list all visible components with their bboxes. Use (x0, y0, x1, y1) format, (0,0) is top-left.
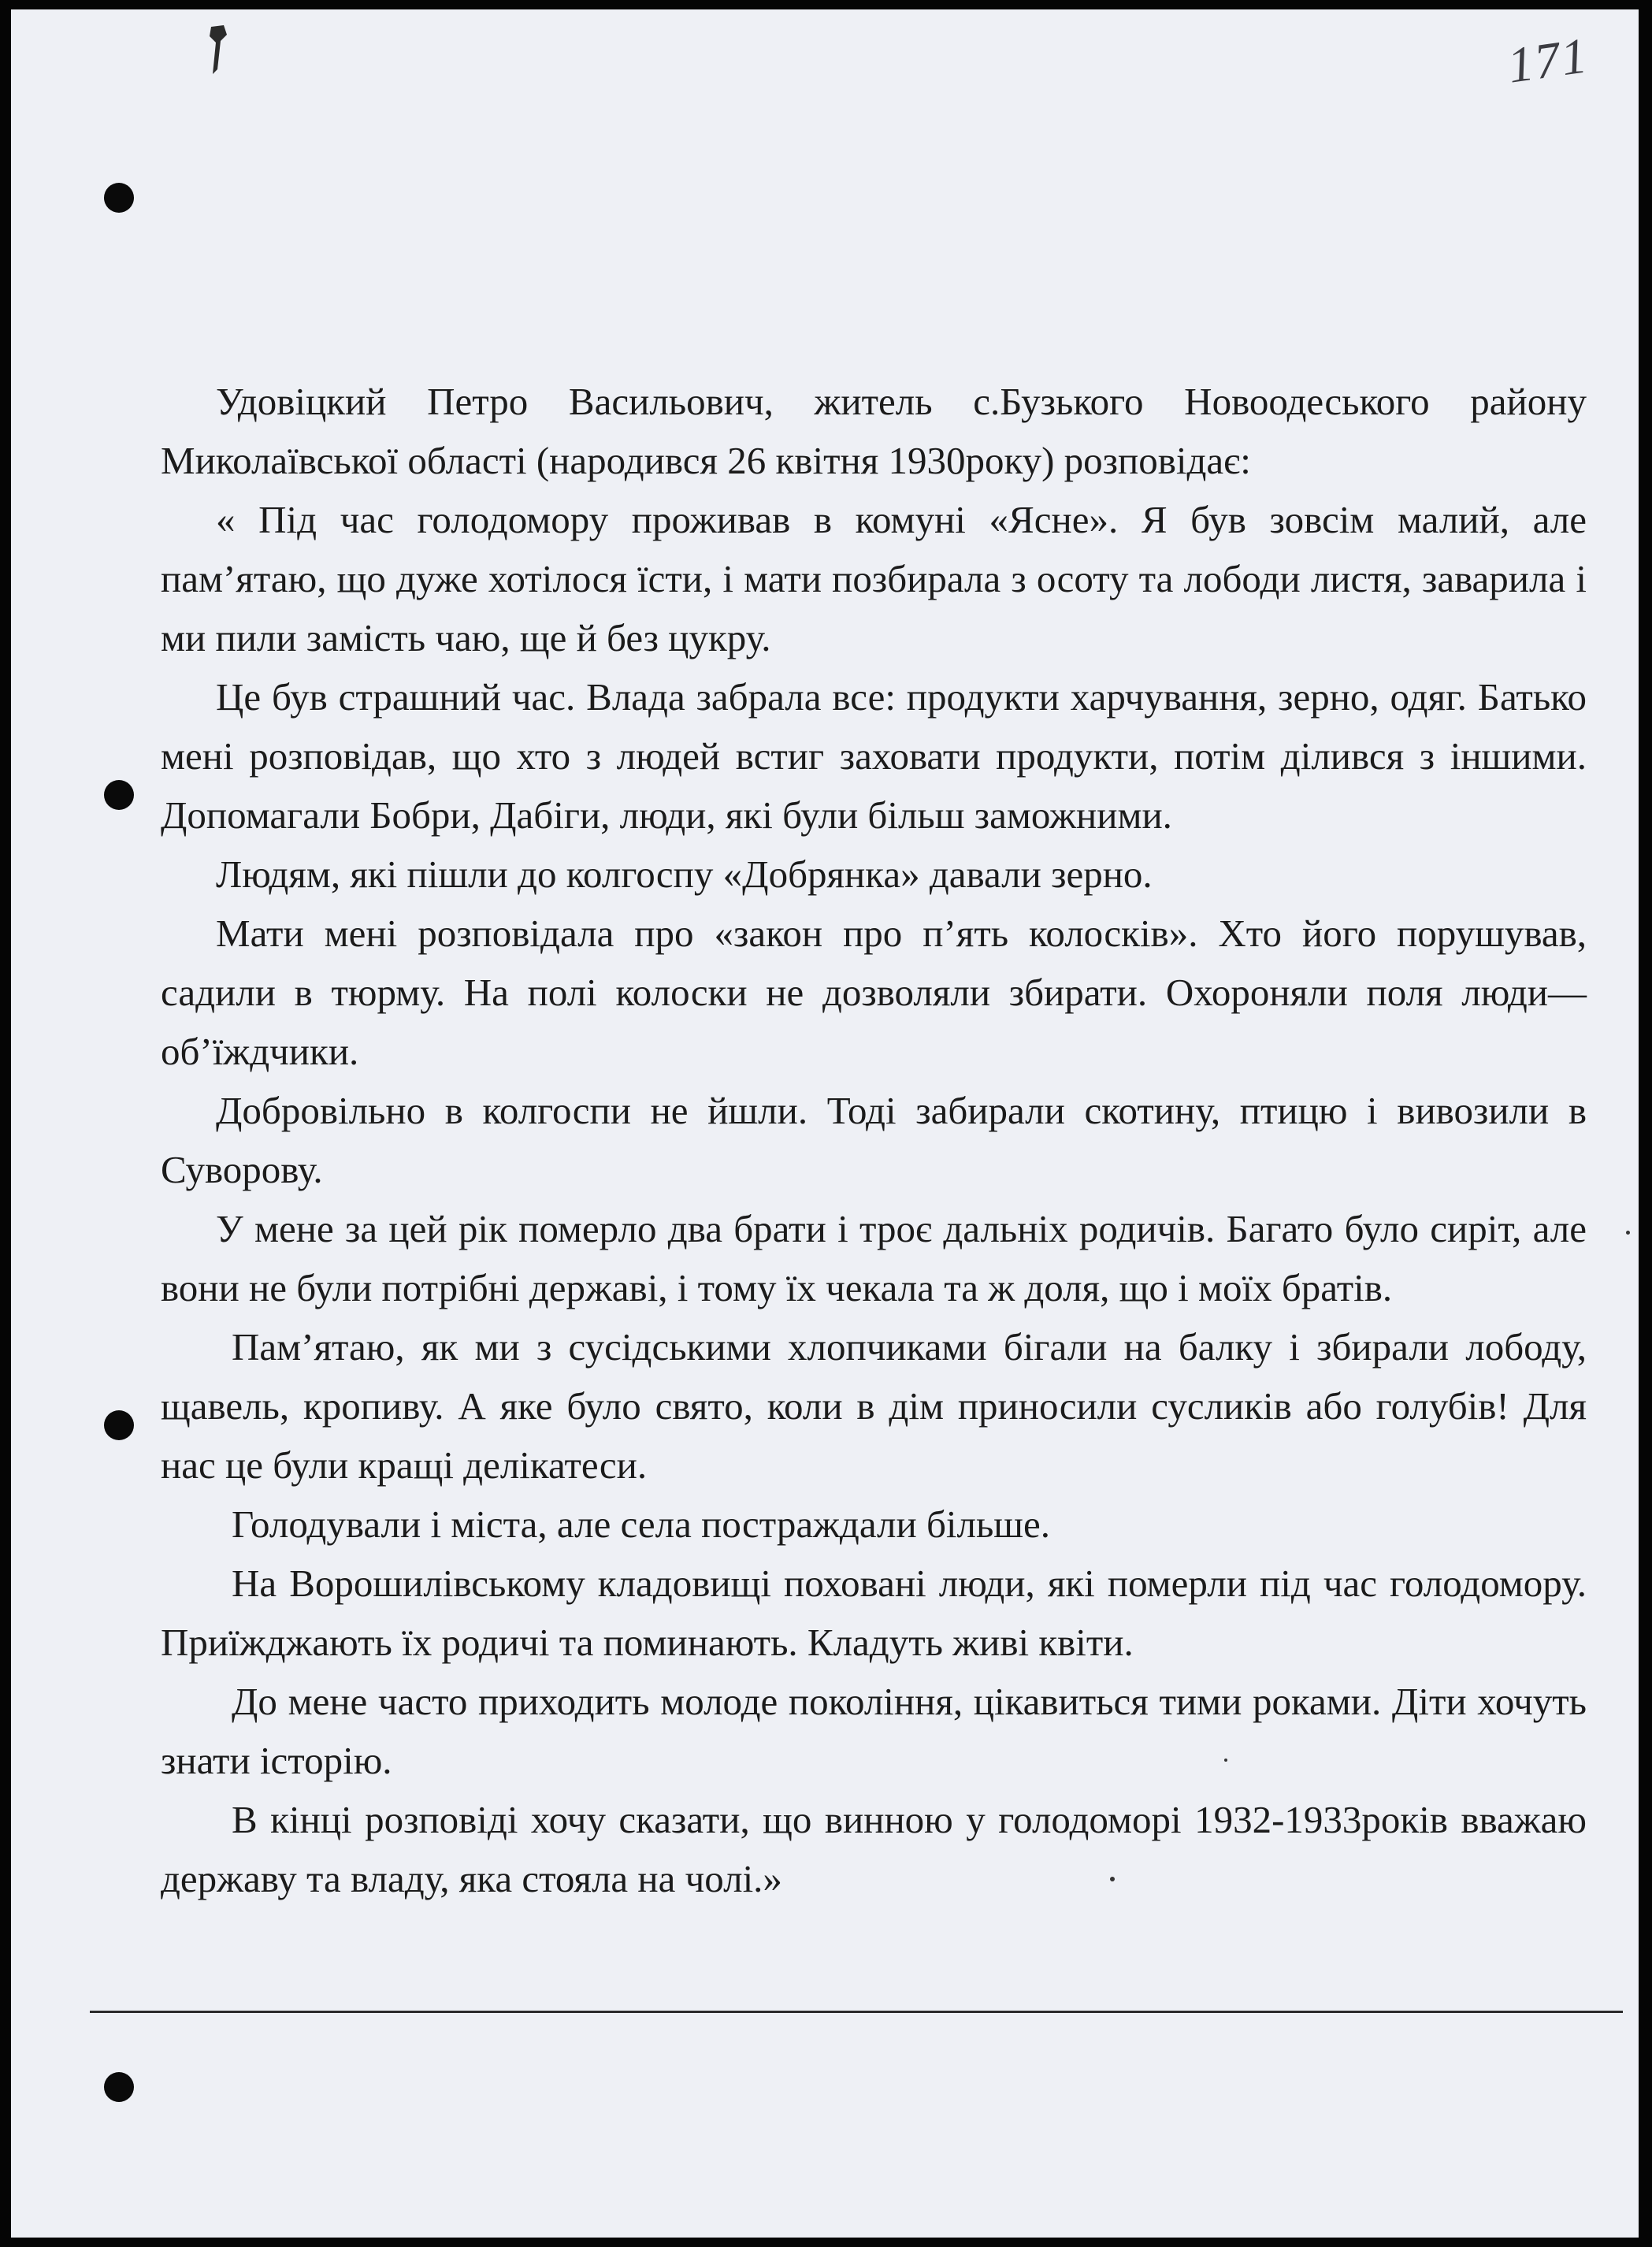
document-page (11, 9, 1639, 2238)
ink-speck (1626, 1231, 1630, 1235)
testimony-paragraph: Це був страшний час. Влада забрала все: продукти харчування, зерно, одяг. Батько мені розповідав, що хто з людей встиг заховати продукти, потім ділився з іншими. Допомагали Бобри, Дабіги, люди, які були більш заможними. (161, 675, 1587, 837)
testimony-paragraph: На Ворошилівському кладовищі поховані люди, які померли під час голодомору. Приїжджають їх родичі та поминають. Кладуть живі квіти. (161, 1562, 1587, 1664)
corner-ink-mark (200, 24, 238, 80)
testimony-paragraph: У мене за цей рік померло два брати і троє дальніх родичів. Багато було сиріт, але вони не були потрібні державі, і тому їх чекала та ж доля, що і моїх братів. (161, 1207, 1587, 1309)
handwritten-page-number: 171 (1504, 27, 1592, 94)
intro-paragraph: Удовіцкий Петро Васильович, житель с.Бузького Новоодеського району Миколаївської області (народився 26 квітня 1930року) розповідає: (161, 380, 1587, 482)
testimony-paragraph: Добровільно в колгоспи не йшли. Тоді забирали скотину, птицю і вивозили в Суворову. (161, 1089, 1587, 1191)
punch-hole (104, 2072, 134, 2102)
testimony-paragraph: Людям, які пішли до колгоспу «Добрянка» давали зерно. (216, 852, 1153, 896)
testimony-paragraph: До мене часто приходить молоде покоління, цікавиться тими роками. Діти хочуть знати історію. (161, 1680, 1587, 1782)
testimony-paragraph: В кінці розповіді хочу сказати, що винною у голодоморі 1932-1933років вважаю державу та владу, яка стояла на чолі.» (161, 1798, 1587, 1900)
ink-speck (1224, 1759, 1227, 1762)
punch-hole (104, 780, 134, 810)
testimony-paragraph: Пам’ятаю, як ми з сусідськими хлопчиками бігали на балку і збирали лободу, щавель, кропиву. А яке було свято, коли в дім приносили сусликів або голубів! Для нас це були кращі делікатеси. (161, 1325, 1587, 1487)
testimony-paragraph: Голодували і міста, але села постраждали більше. (232, 1502, 1051, 1546)
punch-hole (104, 1410, 134, 1440)
ink-speck (1110, 1877, 1115, 1881)
punch-hole (104, 183, 134, 213)
horizontal-rule (90, 2011, 1623, 2013)
testimony-text (161, 372, 1587, 1908)
testimony-paragraph: Мати мені розповідала про «закон про п’ять колосків». Хто його порушував, садили в тюрму. На полі колоски не дозволяли збирати. Охороняли поля люди—об’їждчики. (161, 912, 1587, 1073)
testimony-paragraph: « Під час голодомору проживав в комуні «Ясне». Я був зовсім малий, але пам’ятаю, що дуже хотілося їсти, і мати позбирала з осоту та лободи листя, заварила і ми пили замість чаю, ще й без цукру. (161, 498, 1587, 659)
